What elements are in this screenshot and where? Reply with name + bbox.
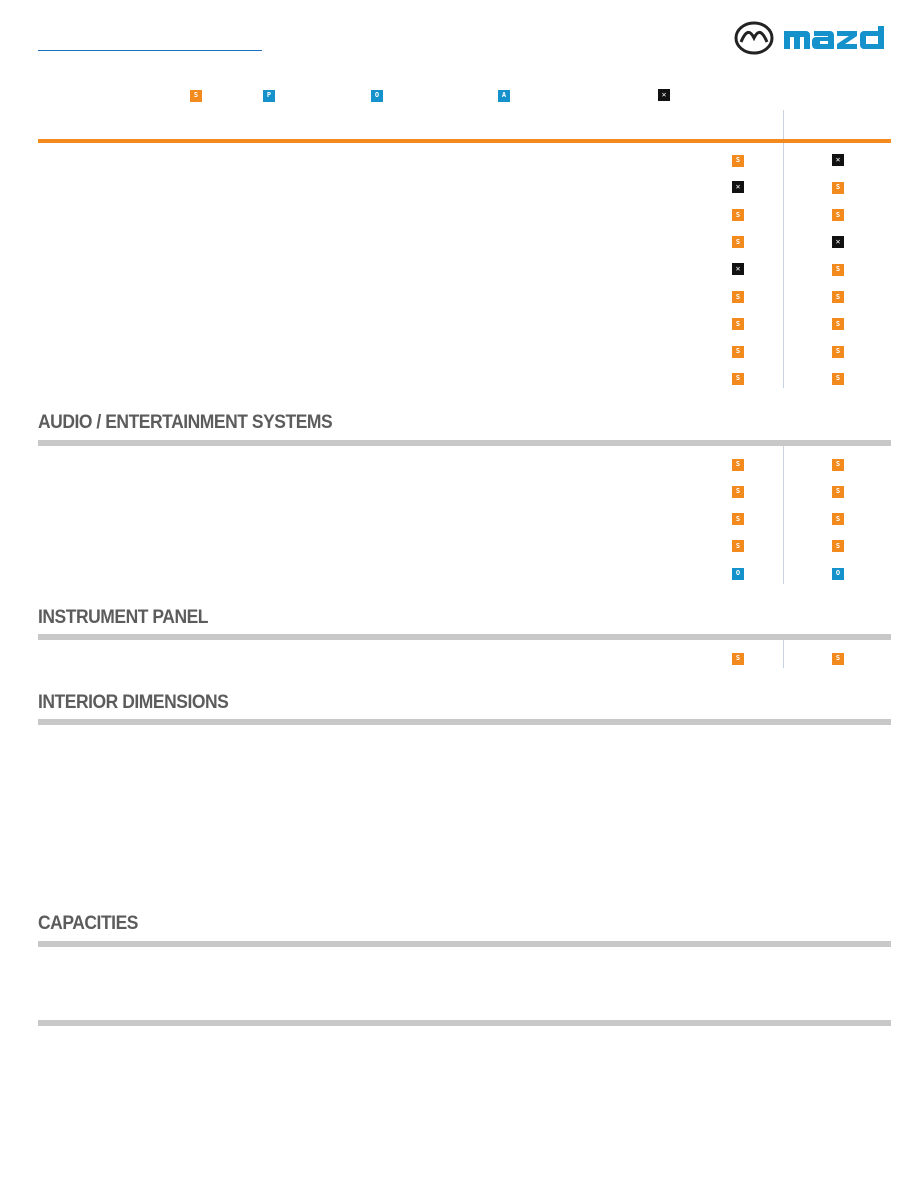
trim-column-1-cell bbox=[732, 508, 744, 526]
legend-option-badge bbox=[371, 84, 383, 102]
close-icon: ✕ bbox=[732, 181, 744, 193]
section-rule bbox=[38, 719, 891, 725]
table-row bbox=[38, 224, 891, 251]
trim-column-1-cell bbox=[732, 204, 744, 222]
table-row bbox=[38, 279, 891, 306]
table-row bbox=[38, 142, 891, 169]
trim-column-1-cell bbox=[732, 149, 744, 167]
trim-column-2-cell bbox=[832, 340, 844, 358]
trim-column-2-cell bbox=[832, 176, 844, 194]
trim-column-2-cell bbox=[832, 367, 844, 385]
badge-s: S bbox=[832, 653, 844, 665]
badge-s: S bbox=[832, 264, 844, 276]
badge-s: S bbox=[732, 155, 744, 167]
badge-s: S bbox=[832, 486, 844, 498]
trim-column-1-cell bbox=[732, 367, 744, 385]
table-row bbox=[38, 446, 891, 473]
badge-o: O bbox=[732, 568, 744, 580]
trim-column-2-cell bbox=[832, 647, 844, 665]
section-title-interior: INTERIOR DIMENSIONS bbox=[38, 692, 229, 713]
badge-s: S bbox=[732, 209, 744, 221]
table-row bbox=[38, 528, 891, 555]
table-row bbox=[38, 360, 891, 387]
badge-s: S bbox=[732, 540, 744, 552]
badge-s: S bbox=[732, 346, 744, 358]
trim-column-1-cell bbox=[732, 258, 744, 276]
legend-accessory-badge bbox=[498, 84, 510, 102]
table-row bbox=[38, 251, 891, 278]
trim-column-2-cell bbox=[832, 204, 844, 222]
badge-s: S bbox=[832, 209, 844, 221]
trim-column-2-cell bbox=[832, 231, 844, 249]
badge-s: S bbox=[832, 373, 844, 385]
legend-package-badge bbox=[263, 84, 275, 102]
trim-column-2-cell bbox=[832, 313, 844, 331]
trim-column-2-cell bbox=[832, 286, 844, 304]
table-row bbox=[38, 501, 891, 528]
section-title-audio: AUDIO / ENTERTAINMENT SYSTEMS bbox=[38, 412, 333, 433]
legend-unavailable-badge bbox=[658, 84, 670, 102]
badge-p: P bbox=[263, 90, 275, 102]
trim-column-2-cell bbox=[832, 562, 844, 580]
badge-s: S bbox=[732, 236, 744, 248]
badge-o: O bbox=[371, 90, 383, 102]
badge-s: S bbox=[732, 486, 744, 498]
table-row bbox=[38, 197, 891, 224]
badge-s: S bbox=[732, 318, 744, 330]
trim-column-1-cell bbox=[732, 480, 744, 498]
close-icon: ✕ bbox=[832, 154, 844, 166]
header-link[interactable] bbox=[38, 36, 262, 51]
table-row bbox=[38, 306, 891, 333]
badge-s: S bbox=[832, 318, 844, 330]
close-icon: ✕ bbox=[658, 89, 670, 101]
badge-s: S bbox=[832, 346, 844, 358]
trim-column-1-cell bbox=[732, 453, 744, 471]
badge-s: S bbox=[832, 291, 844, 303]
trim-column-1-cell bbox=[732, 313, 744, 331]
trim-column-2-cell bbox=[832, 453, 844, 471]
close-icon: ✕ bbox=[832, 236, 844, 248]
mazda-logo bbox=[734, 20, 892, 56]
badge-s: S bbox=[732, 513, 744, 525]
trim-column-1-cell bbox=[732, 176, 744, 194]
section-rule bbox=[38, 941, 891, 947]
close-icon: ✕ bbox=[732, 263, 744, 275]
table-row bbox=[38, 333, 891, 360]
footer-rule bbox=[38, 1020, 891, 1026]
badge-s: S bbox=[732, 373, 744, 385]
badge-s: S bbox=[732, 459, 744, 471]
badge-s: S bbox=[832, 459, 844, 471]
table-row bbox=[38, 555, 891, 582]
trim-column-2-cell bbox=[832, 535, 844, 553]
badge-s: S bbox=[732, 653, 744, 665]
trim-column-2-cell bbox=[832, 508, 844, 526]
trim-column-1-cell bbox=[732, 647, 744, 665]
trim-column-2-cell bbox=[832, 258, 844, 276]
badge-o: O bbox=[832, 568, 844, 580]
table-row bbox=[38, 473, 891, 500]
section-title-instrument: INSTRUMENT PANEL bbox=[38, 607, 209, 628]
trim-column-1-cell bbox=[732, 562, 744, 580]
badge-s: S bbox=[832, 182, 844, 194]
legend-standard-badge bbox=[190, 84, 202, 102]
badge-s: S bbox=[732, 291, 744, 303]
section-title-capacities: CAPACITIES bbox=[38, 913, 138, 934]
badge-s: S bbox=[190, 90, 202, 102]
trim-column-2-cell bbox=[832, 149, 844, 167]
trim-column-2-cell bbox=[832, 480, 844, 498]
table-row bbox=[38, 169, 891, 196]
badge-a: A bbox=[498, 90, 510, 102]
table-row bbox=[38, 640, 891, 667]
badge-s: S bbox=[832, 540, 844, 552]
trim-column-1-cell bbox=[732, 340, 744, 358]
trim-column-1-cell bbox=[732, 535, 744, 553]
trim-column-1-cell bbox=[732, 286, 744, 304]
badge-s: S bbox=[832, 513, 844, 525]
trim-column-1-cell bbox=[732, 231, 744, 249]
